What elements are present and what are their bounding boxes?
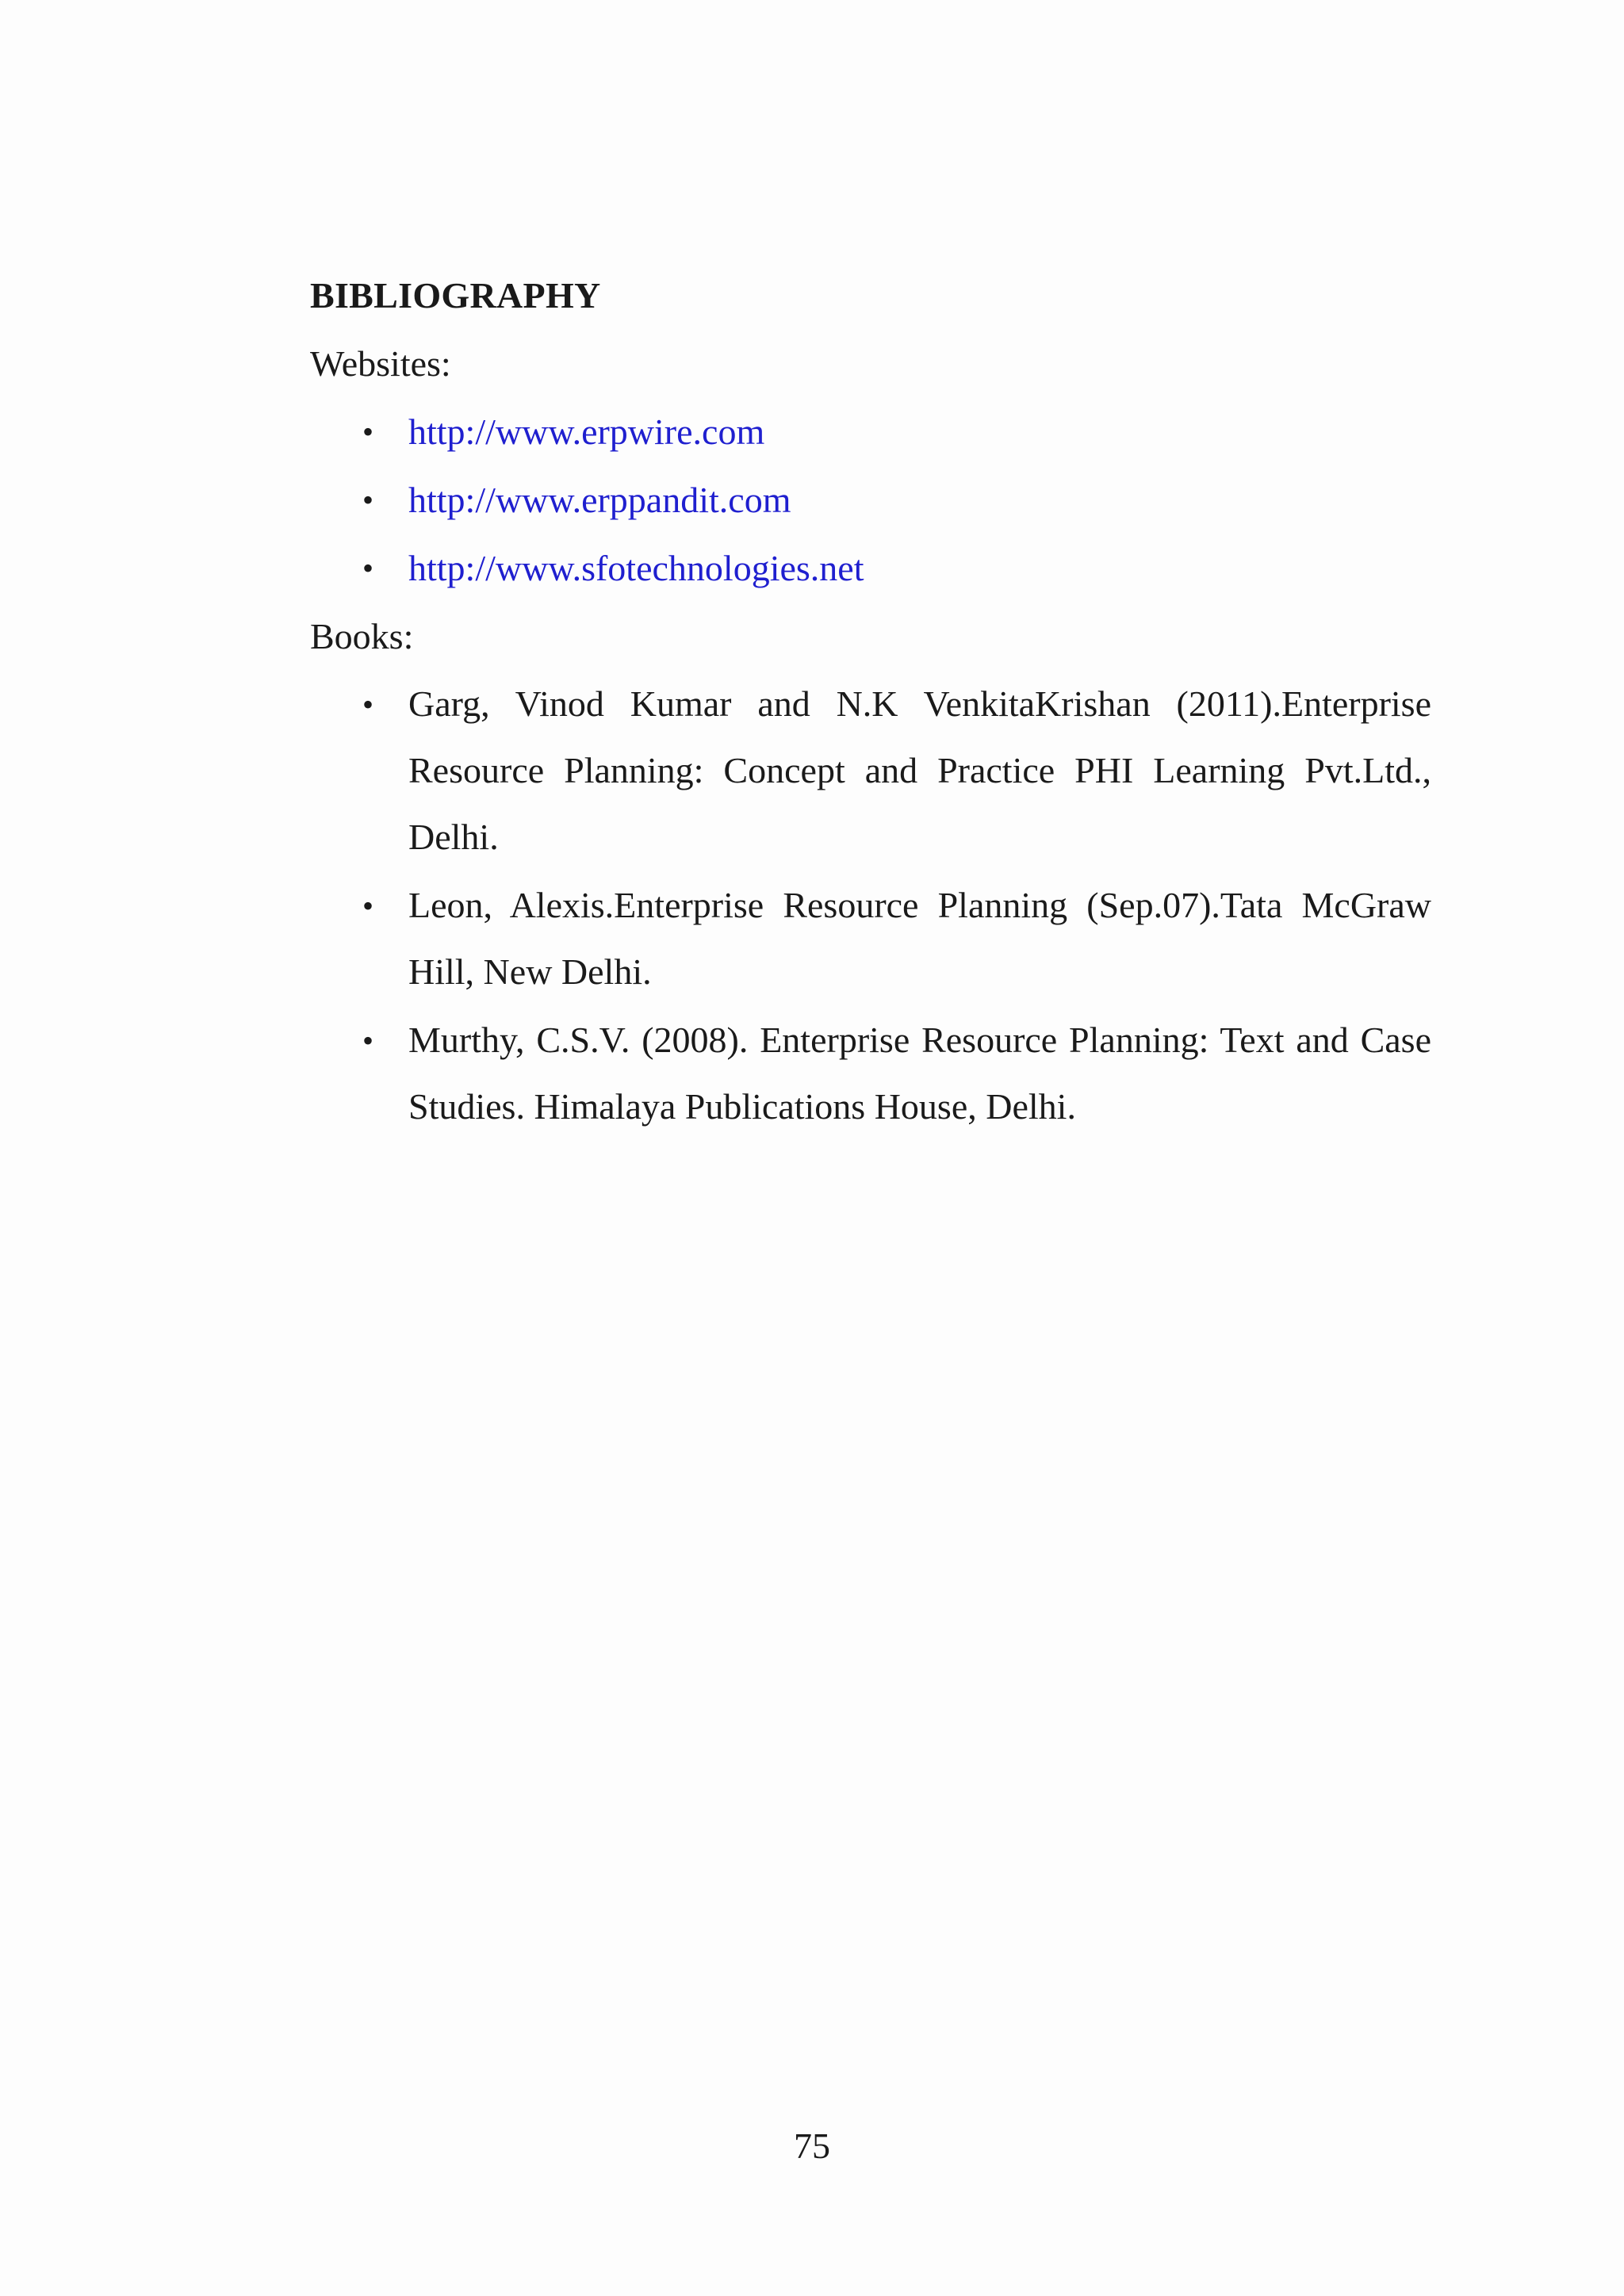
bullet-icon: • — [362, 482, 374, 518]
list-item — [310, 534, 1431, 603]
list-item — [310, 398, 1431, 466]
websites-list — [310, 398, 1431, 603]
book-reference-murthy: Murthy, C.S.V. (2008). Enterprise Resource Planning: Text and Case Studies. Himalaya Publications House, Delhi. — [408, 1020, 1431, 1127]
bullet-icon: • — [362, 1023, 374, 1058]
list-item — [310, 466, 1431, 534]
book-reference-garg: Garg, Vinod Kumar and N.K VenkitaKrishan (2011).Enterprise Resource Planning: Concept and Practice PHI Learning Pvt.Ltd., Delhi. — [408, 683, 1431, 857]
websites-label: Websites: — [310, 343, 451, 384]
page-title: BIBLIOGRAPHY — [310, 275, 601, 316]
bibliography-section — [310, 262, 1431, 1140]
list-item — [310, 1007, 1431, 1140]
list-item — [310, 872, 1431, 1005]
book-reference-leon: Leon, Alexis.Enterprise Resource Planning (Sep.07).Tata McGraw Hill, New Delhi. — [408, 885, 1431, 992]
website-link-erppandit[interactable]: http://www.erppandit.com — [408, 480, 791, 520]
bullet-icon: • — [362, 550, 374, 586]
website-link-sfotechnologies[interactable]: http://www.sfotechnologies.net — [408, 548, 864, 588]
books-list — [310, 671, 1431, 1140]
bullet-icon: • — [362, 888, 374, 924]
bullet-icon: • — [362, 414, 374, 450]
list-item — [310, 671, 1431, 871]
books-label: Books: — [310, 616, 414, 656]
bullet-icon: • — [362, 687, 374, 722]
page-number: 75 — [794, 2126, 830, 2166]
website-link-erpwire[interactable]: http://www.erpwire.com — [408, 411, 765, 452]
